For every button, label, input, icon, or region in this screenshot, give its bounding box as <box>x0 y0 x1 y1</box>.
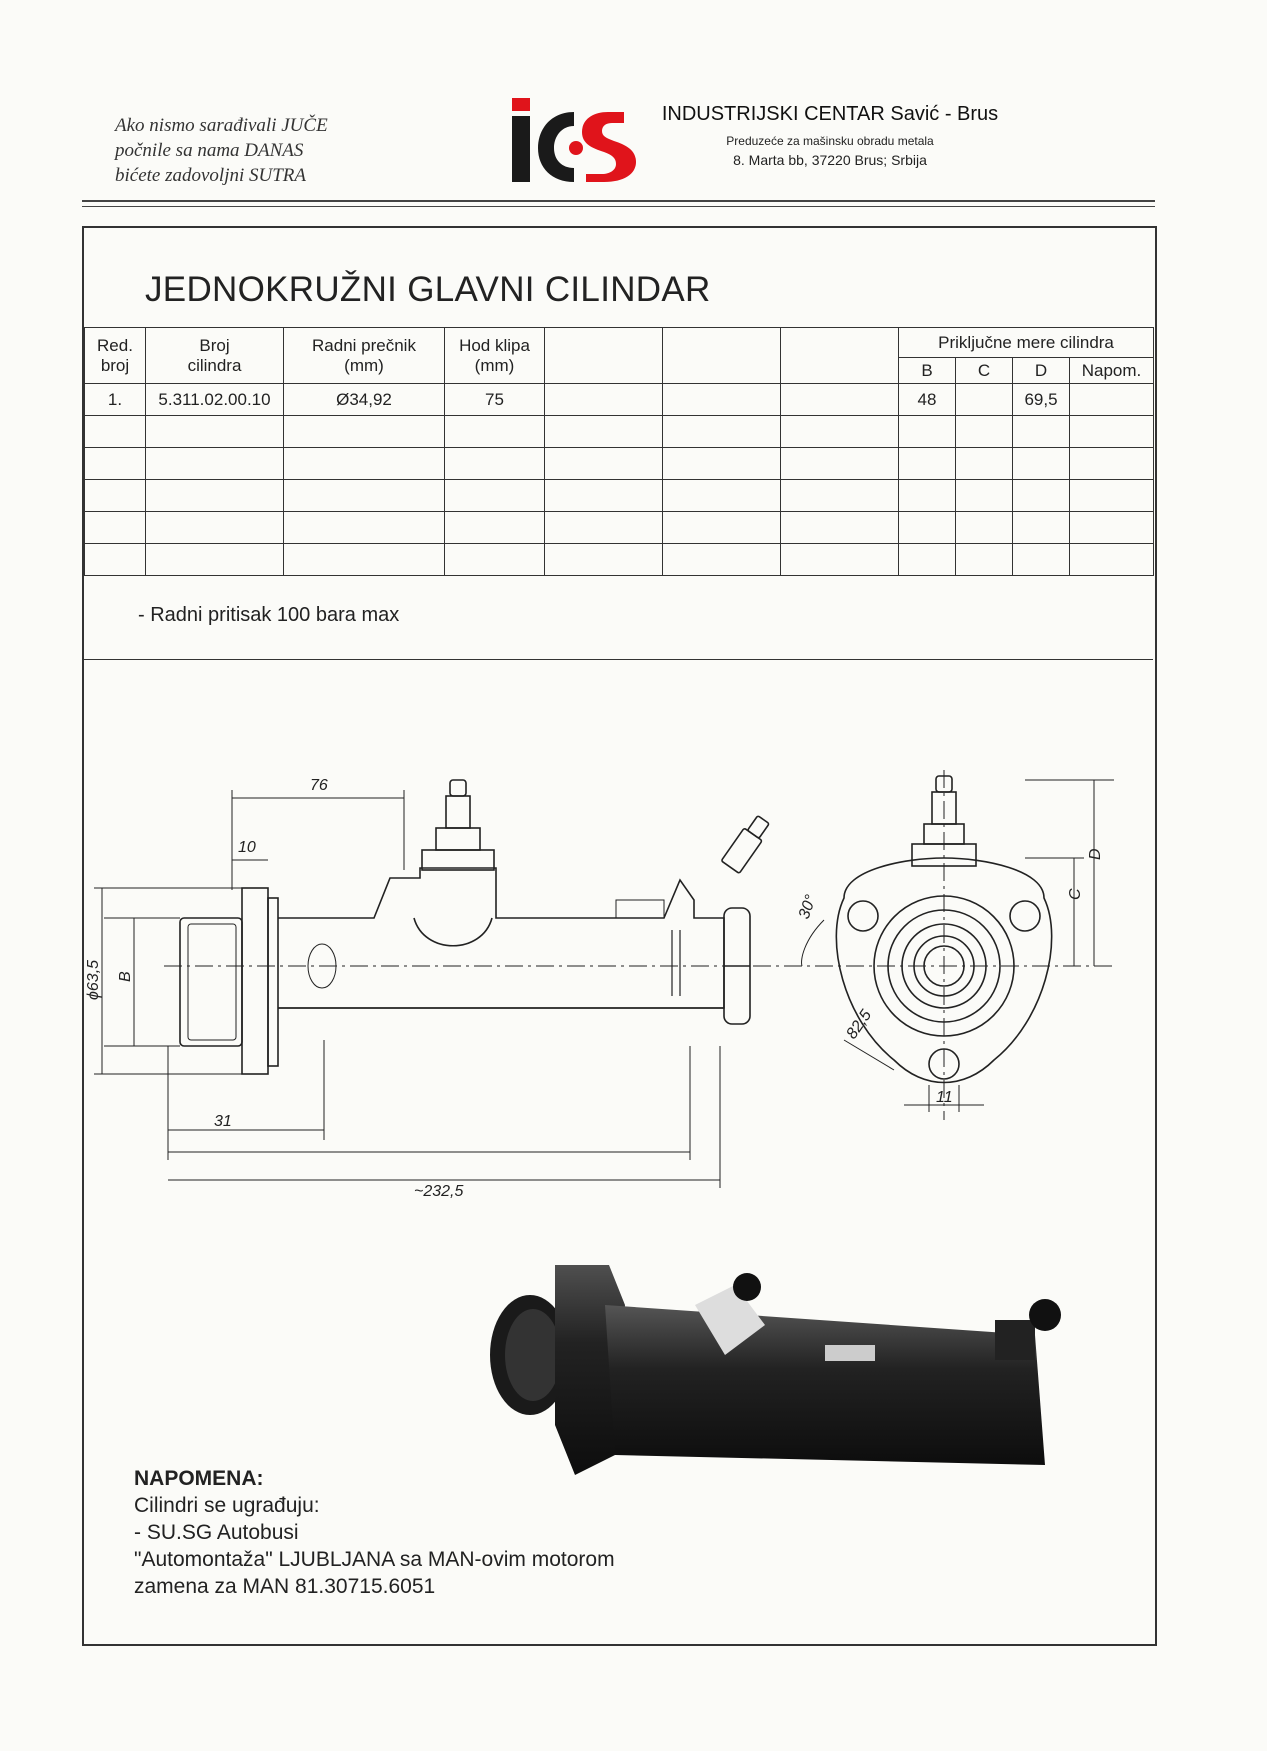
pressure-note: - Radni pritisak 100 bara max <box>138 604 400 626</box>
cell-d: 69,5 <box>1013 384 1070 416</box>
header-broj-cilindra: Broj cilindra <box>146 328 284 384</box>
header-rule <box>82 206 1155 207</box>
technical-drawing <box>84 740 1153 1200</box>
page-title: JEDNOKRUŽNI GLAVNI CILINDAR <box>145 270 711 309</box>
dim-10: 10 <box>238 839 256 856</box>
table-row <box>85 448 1154 480</box>
dim-b: B <box>117 971 134 982</box>
table-row <box>85 544 1154 576</box>
ics-logo <box>512 98 636 182</box>
cell-red: 1. <box>85 384 146 416</box>
header-prikljucne-mere: Priključne mere cilindra <box>899 328 1154 358</box>
cell-precnik: Ø34,92 <box>284 384 445 416</box>
motto-line: počnile sa nama DANAS <box>115 140 304 161</box>
napomena-line: - SU.SG Autobusi <box>134 1521 299 1544</box>
header-d: D <box>1013 358 1070 384</box>
dim-63-5: ϕ63,5 <box>85 959 102 1000</box>
header-hod-klipa: Hod klipa (mm) <box>445 328 545 384</box>
cell-napom <box>1070 384 1154 416</box>
napomena-line: Cilindri se ugrađuju: <box>134 1494 320 1517</box>
header-napom: Napom. <box>1070 358 1154 384</box>
napomena <box>134 1465 615 1600</box>
cell-c <box>956 384 1013 416</box>
header-empty <box>663 328 781 384</box>
table-row <box>85 512 1154 544</box>
dim-31: 31 <box>214 1113 232 1130</box>
dim-c: C <box>1067 888 1084 900</box>
table-row <box>85 416 1154 448</box>
header-red-broj: Red. broj <box>85 328 146 384</box>
napomena-line: "Automontaža" LJUBLJANA sa MAN-ovim motorom <box>134 1548 615 1571</box>
side-view <box>94 780 784 1188</box>
header-empty <box>545 328 663 384</box>
company-subtitle: Preduzeće za mašinsku obradu metala <box>726 134 934 148</box>
table-row <box>85 480 1154 512</box>
cell-broj: 5.311.02.00.10 <box>146 384 284 416</box>
header-rule <box>82 200 1155 202</box>
dim-30-deg: 30° <box>795 892 821 922</box>
cell-hod: 75 <box>445 384 545 416</box>
spec-table <box>84 327 1154 576</box>
company-block <box>660 103 1000 168</box>
header-radni-precnik: Radni prečnik (mm) <box>284 328 445 384</box>
table-row <box>85 384 1154 416</box>
motto-line: Ako nismo sarađivali JUČE <box>115 115 328 136</box>
dim-82-5: 82,5 <box>843 1007 876 1043</box>
cell-b: 48 <box>899 384 956 416</box>
header-empty <box>781 328 899 384</box>
dim-11: 11 <box>936 1089 953 1106</box>
section-divider <box>84 659 1153 660</box>
motto <box>115 113 328 188</box>
dim-d: D <box>1087 848 1104 860</box>
company-address: 8. Marta bb, 37220 Brus; Srbija <box>733 152 927 168</box>
header-b: B <box>899 358 956 384</box>
napomena-heading: NAPOMENA: <box>134 1467 264 1490</box>
company-name: INDUSTRIJSKI CENTAR Savić - Brus <box>661 103 999 125</box>
front-view <box>784 770 1114 1120</box>
dim-232-5: ~232,5 <box>414 1183 464 1200</box>
motto-line: bićete zadovoljni SUTRA <box>115 165 307 186</box>
dim-76: 76 <box>310 777 328 794</box>
napomena-line: zamena za MAN 81.30715.6051 <box>134 1575 436 1598</box>
header-c: C <box>956 358 1013 384</box>
